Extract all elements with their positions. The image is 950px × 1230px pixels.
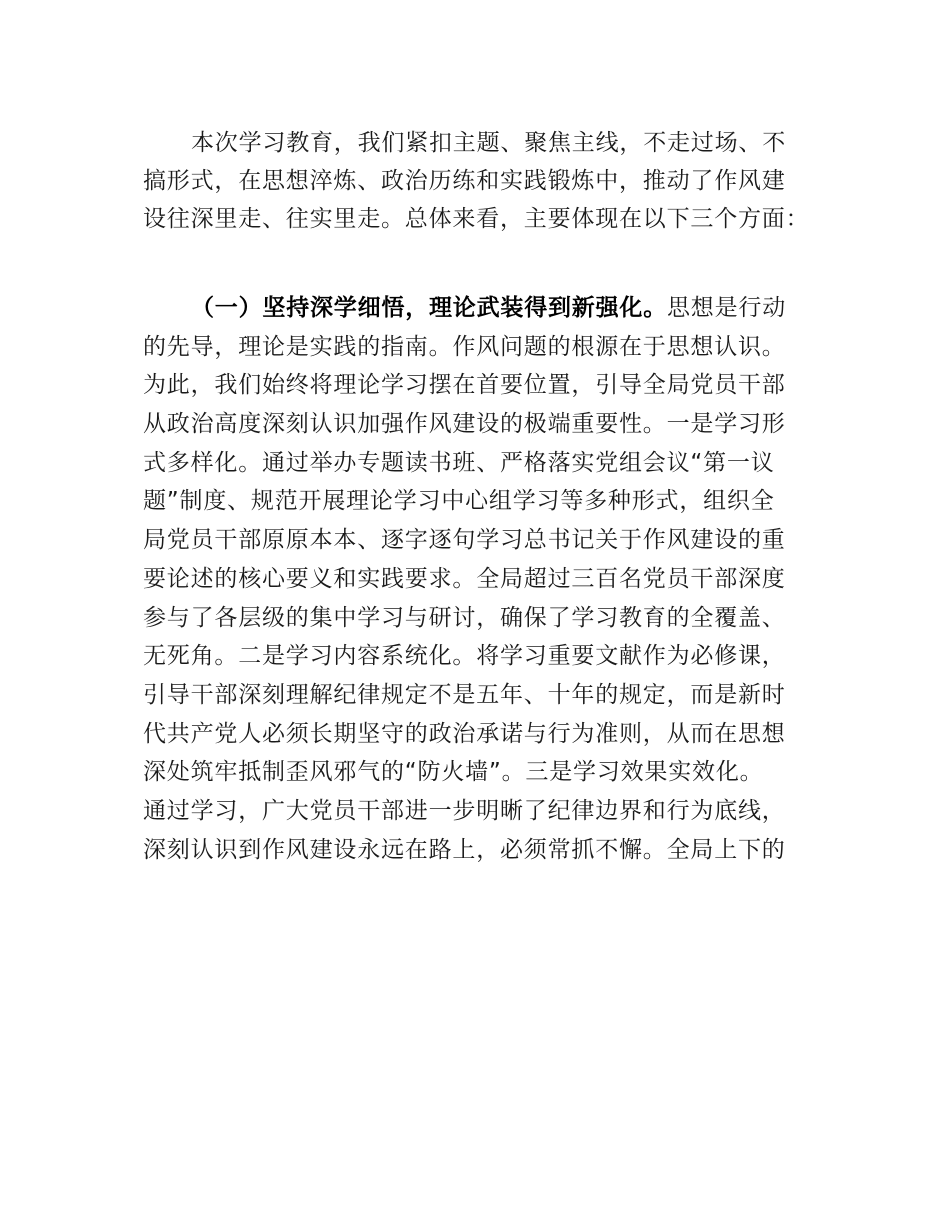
paragraph-line: 式多样化。通过举办专题读书班、严格落实党组会议“第一议 (143, 449, 775, 476)
paragraph-line: 为此，我们始终将理论学习摆在首要位置，引导全局党员干部 (143, 372, 786, 399)
paragraph-line: 局党员干部原原本本、逐字逐句学习总书记关于作风建设的重 (143, 527, 786, 554)
paragraph-line: 深处筑牢抵制歪风邪气的“防火墙”。三是学习效果实效化。 (143, 759, 764, 786)
paragraph-line: 代共产党人必须长期坚守的政治承诺与行为准则，从而在思想 (143, 720, 786, 747)
paragraph-line: 要论述的核心要义和实践要求。全局超过三百名党员干部深度 (143, 565, 786, 592)
paragraph-line: 无死角。二是学习内容系统化。将学习重要文献作为必修课， (143, 643, 786, 670)
section-heading: （一）坚持深学细悟，理论武装得到新强化。 (191, 295, 667, 321)
paragraph-line: 从政治高度深刻认识加强作风建设的极端重要性。一是学习形 (143, 411, 786, 438)
paragraph-line (143, 289, 823, 328)
paragraph-line: 深刻认识到作风建设永远在路上，必须常抓不懈。全局上下的 (143, 836, 786, 863)
paragraph-section-one (143, 289, 823, 869)
paragraph-line: 引导干部深刻理解纪律规定不是五年、十年的规定，而是新时 (143, 681, 786, 708)
paragraph-line: 搞形式，在思想淬炼、政治历练和实践锻炼中，推动了作风建 (143, 168, 786, 194)
paragraph-line: 的先导，理论是实践的指南。作风问题的根源在于思想认识。 (143, 333, 786, 360)
paragraph-line: 参与了各层级的集中学习与研讨，确保了学习教育的全覆盖、 (143, 604, 786, 631)
paragraph-line: 题”制度、规范开展理论学习中心组学习等多种形式，组织全 (143, 488, 775, 515)
paragraph-line: 本次学习教育，我们紧扣主题、聚焦主线，不走过场、不 (191, 130, 786, 156)
paragraph-intro (143, 124, 823, 238)
paragraph-line: 通过学习，广大党员干部进一步明晰了纪律边界和行为底线， (143, 797, 786, 824)
paragraph-line: 设往深里走、往实里走。总体来看，主要体现在以下三个方面： (143, 206, 810, 232)
heading-line-rest: 思想是行动 (667, 295, 786, 321)
